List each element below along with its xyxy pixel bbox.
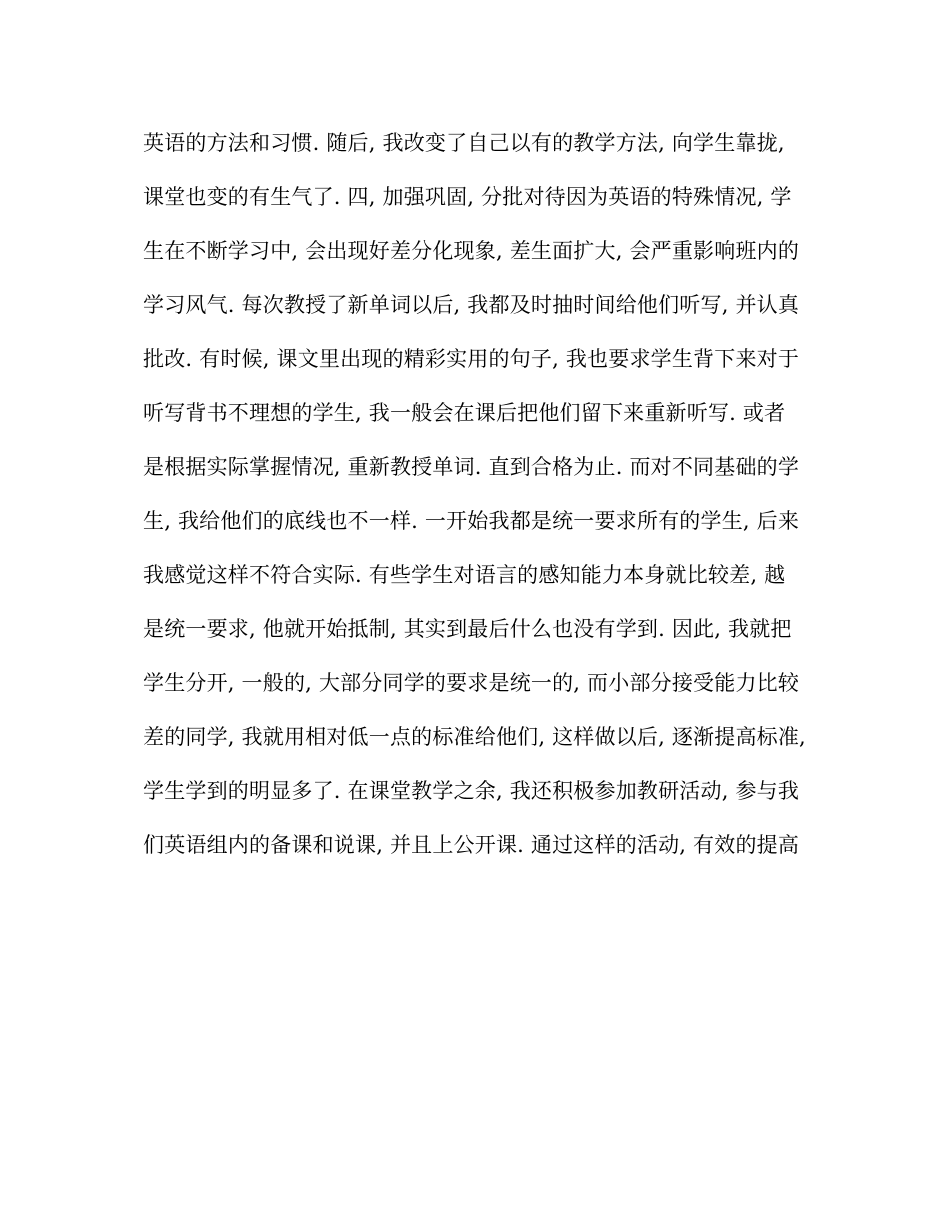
text-line-7: 是根据实际掌握情况, 重新教授单词. 直到合格为止. 而对不同基础的学 (143, 455, 800, 479)
text-line-4: 学习风气. 每次教授了新单词以后, 我都及时抽时间给他们听写, 并认真 (143, 293, 800, 317)
body-text (143, 121, 823, 877)
text-line-13: 学生学到的明显多了. 在课堂教学之余, 我还积极参加教研活动, 参与我 (143, 779, 800, 803)
text-line-3: 生在不断学习中, 会出现好差分化现象, 差生面扩大, 会严重影响班内的 (143, 239, 800, 263)
text-line-5: 批改. 有时候, 课文里出现的精彩实用的句子, 我也要求学生背下来对于 (143, 347, 800, 371)
text-line-6: 听写背书不理想的学生, 我一般会在课后把他们留下来重新听写. 或者 (143, 401, 786, 425)
text-line-8: 生, 我给他们的底线也不一样. 一开始我都是统一要求所有的学生, 后来 (143, 509, 800, 533)
text-line-11: 学生分开, 一般的, 大部分同学的要求是统一的, 而小部分接受能力比较 (143, 671, 800, 695)
text-line-9: 我感觉这样不符合实际. 有些学生对语言的感知能力本身就比较差, 越 (143, 563, 786, 587)
text-line-14: 们英语组内的备课和说课, 并且上公开课. 通过这样的活动, 有效的提高 (143, 833, 800, 857)
text-line-2: 课堂也变的有生气了. 四, 加强巩固, 分批对待因为英语的特殊情况, 学 (143, 185, 792, 209)
text-line-1: 英语的方法和习惯. 随后, 我改变了自己以有的教学方法, 向学生靠拢, (143, 131, 785, 155)
text-line-10: 是统一要求, 他就开始抵制, 其实到最后什么也没有学到. 因此, 我就把 (143, 617, 792, 641)
text-line-12: 差的同学, 我就用相对低一点的标准给他们, 这样做以后, 逐渐提高标准, (143, 725, 806, 749)
